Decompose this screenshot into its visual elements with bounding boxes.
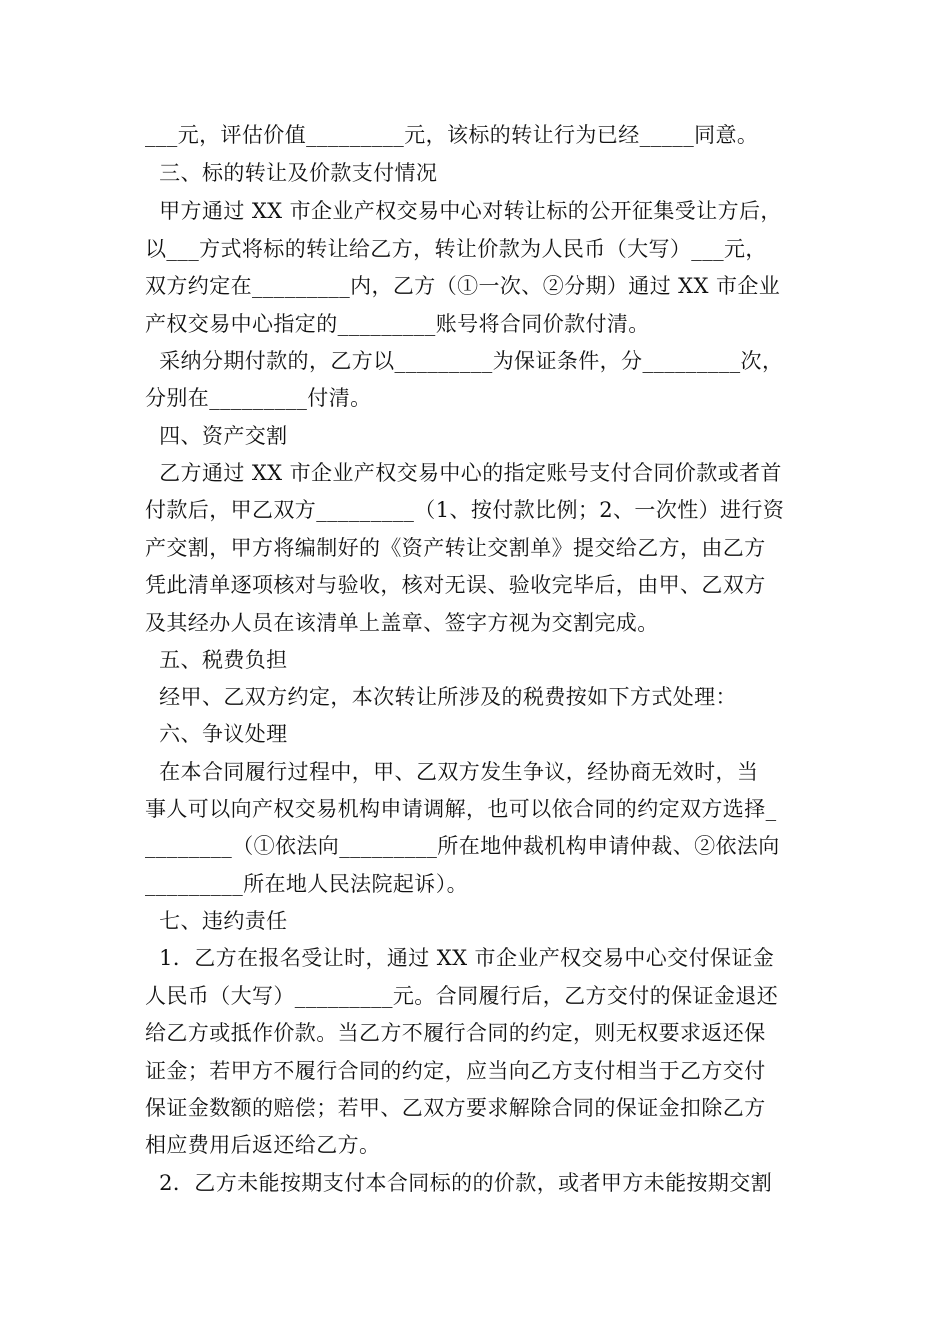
text-line: _________所在地人民法院起诉）。 [145,872,468,896]
section-heading: 三、标的转让及价款支付情况 [145,161,438,185]
text-line: 乙方通过 XX 市企业产权交易中心的指定账号支付合同价款或者首 [145,461,782,485]
text-line: 以___方式将标的转让给乙方，转让价款为人民币（大写）___元， [145,237,767,261]
section-heading: 六、争议处理 [145,722,288,746]
text-line: 付款后，甲乙双方_________（1、按付款比例；2、一次性）进行资 [145,498,785,522]
text-line: 2．乙方未能按期支付本合同标的的价款，或者甲方未能按期交割 [145,1171,773,1195]
text-line: 保证金数额的赔偿；若甲、乙双方要求解除合同的保证金扣除乙方 [145,1096,766,1120]
text-line: 给乙方或抵作价款。当乙方不履行合同的约定，则无权要求返还保 [145,1021,766,1045]
text-line: 产权交易中心指定的_________账号将合同价款付清。 [145,312,650,336]
text-line: 1．乙方在报名受让时，通过 XX 市企业产权交易中心交付保证金 [145,946,775,970]
text-line: 在本合同履行过程中，甲、乙双方发生争议，经协商无效时，当 [145,760,759,784]
text-line: 人民币（大写）_________元。合同履行后，乙方交付的保证金退还 [145,984,779,1008]
text-line: 采纳分期付款的，乙方以_________为保证条件，分_________次， [145,349,784,373]
text-line: ___元，评估价值_________元，该标的转让行为已经_____同意。 [145,123,759,147]
text-line: 甲方通过 XX 市企业产权交易中心对转让标的公开征集受让方后， [145,199,782,223]
text-line: 产交割，甲方将编制好的《资产转让交割单》提交给乙方，由乙方 [145,536,766,560]
text-line: 凭此清单逐项核对与验收，核对无误、验收完毕后，由甲、乙双方 [145,573,766,597]
text-line: ________（①依法向_________所在地仲裁机构申请仲裁、②依法向 [145,834,780,858]
section-heading: 五、税费负担 [145,648,288,672]
text-line: 证金；若甲方不履行合同的约定，应当向乙方支付相当于乙方交付 [145,1059,766,1083]
section-heading: 七、违约责任 [145,909,288,933]
text-line: 及其经办人员在该清单上盖章、签字方视为交割完成。 [145,611,659,635]
text-line: 分别在_________付清。 [145,386,372,410]
text-line: 相应费用后返还给乙方。 [145,1133,381,1157]
text-line: 双方约定在_________内，乙方（①一次、②分期）通过 XX 市企业 [145,274,781,298]
text-line: 事人可以向产权交易机构申请调解，也可以依合同的约定双方选择_ [145,797,777,821]
section-heading: 四、资产交割 [145,424,288,448]
text-line: 经甲、乙双方约定，本次转让所涉及的税费按如下方式处理： [145,685,737,709]
